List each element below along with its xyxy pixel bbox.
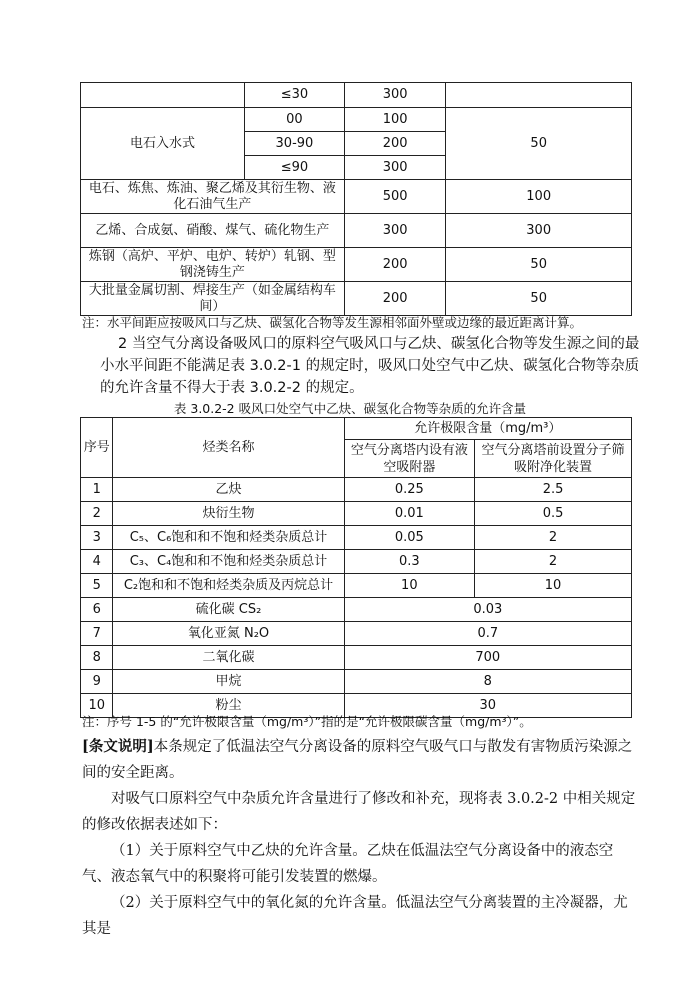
- table-cell: 200: [344, 248, 446, 282]
- impurity-table: [80, 417, 632, 718]
- explanation-label: [条文说明]: [82, 738, 154, 755]
- table-cell: 6: [81, 598, 113, 622]
- table-cell: 0.01: [344, 502, 475, 526]
- table-cell: 7: [81, 622, 113, 646]
- table-cell: 甲烷: [113, 670, 344, 694]
- explanation-paragraph: （2）关于原料空气中的氧化氮的允许含量。低温法空气分离装置的主冷凝器，尤其是: [82, 895, 628, 937]
- header-sub1: 空气分离塔内设有液空吸附器: [344, 440, 475, 478]
- table-cell: 0.7: [344, 622, 631, 646]
- table-cell: 100: [344, 108, 446, 132]
- table-title: 表 3.0.2-2 吸风口处空气中乙炔、碳氢化合物等杂质的允许含量: [173, 401, 527, 416]
- table-cell: 炔衍生物: [113, 502, 344, 526]
- table-cell: 0.5: [475, 502, 632, 526]
- table-note: 注：水平间距应按吸风口与乙炔、碳氢化合物等发生源相邻面外壁或边缘的最近距离计算。: [82, 315, 583, 330]
- header-limit: 允许极限含量（mg/m³）: [344, 418, 631, 440]
- table-note: 注：序号 1-5 的“允许极限含量（mg/m³）”指的是“允许极限碳含量（mg/m³）”。: [82, 714, 532, 729]
- table-cell: 0.05: [344, 526, 475, 550]
- table-cell: 0.03: [344, 598, 631, 622]
- distance-table: [80, 82, 632, 316]
- table-cell: 2.5: [475, 478, 632, 502]
- header-name: 烃类名称: [113, 418, 344, 478]
- explanation-paragraph: 对吸气口原料空气中杂质允许含量进行了修改和补充，现将表 3.0.2-2 中相关规定的修改依据表述如下：: [82, 791, 636, 833]
- table-cell: 10: [475, 574, 632, 598]
- header-sub2: 空气分离塔前设置分子筛吸附净化装置: [475, 440, 632, 478]
- table-cell: 3: [81, 526, 113, 550]
- table-cell: 300: [344, 83, 446, 108]
- table-cell: 300: [446, 214, 632, 248]
- table-cell: 200: [344, 132, 446, 156]
- explanation-paragraph: （1）关于原料空气中乙炔的允许含量。乙炔在低温法空气分离设备中的液态空气、液态氧气中的积聚将可能引发装置的燃爆。: [82, 843, 614, 885]
- table-cell: 9: [81, 670, 113, 694]
- explanation-paragraph: [82, 734, 638, 786]
- table-cell: 1: [81, 478, 113, 502]
- table-cell: 8: [344, 670, 631, 694]
- header-seq: 序号: [81, 418, 113, 478]
- table-cell: 200: [344, 282, 446, 316]
- table-cell: 10: [81, 694, 113, 718]
- table-cell: 10: [344, 574, 475, 598]
- table-cell: C₅、C₆饱和和不饱和烃类杂质总计: [113, 526, 344, 550]
- table-cell: 8: [81, 646, 113, 670]
- table-cell: 二氧化碳: [113, 646, 344, 670]
- table-cell: 0.3: [344, 550, 475, 574]
- table-cell: 5: [81, 574, 113, 598]
- table-cell: 50: [446, 282, 632, 316]
- table-cell: 2: [81, 502, 113, 526]
- table-cell: 300: [344, 156, 446, 180]
- table-cell: 大批量金属切割、焊接生产（如金属结构车间）: [81, 282, 345, 316]
- table-cell: 氧化亚氮 N₂O: [113, 622, 344, 646]
- table-cell: 4: [81, 550, 113, 574]
- table-cell: ≤30: [245, 83, 345, 108]
- table-cell: C₃、C₄饱和和不饱和烃类杂质总计: [113, 550, 344, 574]
- table-cell: 50: [446, 108, 632, 180]
- table-cell: 乙炔: [113, 478, 344, 502]
- table-cell: [81, 83, 245, 108]
- explanation-text: 本条规定了低温法空气分离设备的原料空气吸气口与散发有害物质污染源之间的安全距离。: [82, 739, 633, 781]
- table-cell: 300: [344, 214, 446, 248]
- table-cell: 30-90: [245, 132, 345, 156]
- table-cell: 00: [245, 108, 345, 132]
- explanation-section: [82, 734, 638, 942]
- clause-paragraph: [100, 333, 640, 399]
- table-cell: 500: [344, 180, 446, 214]
- table-cell: 30: [344, 694, 631, 718]
- table-cell: 2: [475, 550, 632, 574]
- table-cell: 乙烯、合成氨、硝酸、煤气、硫化物生产: [81, 214, 345, 248]
- table-cell: [446, 83, 632, 108]
- table-cell: 2: [475, 526, 632, 550]
- table-cell: C₂饱和和不饱和烃类杂质及丙烷总计: [113, 574, 344, 598]
- table-cell: 电石入水式: [81, 108, 245, 180]
- table-cell: ≤90: [245, 156, 345, 180]
- table-cell: 0.25: [344, 478, 475, 502]
- table-cell: 700: [344, 646, 631, 670]
- table-cell: 炼钢（高炉、平炉、电炉、转炉）轧钢、型钢浇铸生产: [81, 248, 345, 282]
- table-cell: 电石、炼焦、炼油、聚乙烯及其衍生物、液化石油气生产: [81, 180, 345, 214]
- table-cell: 100: [446, 180, 632, 214]
- table-cell: 硫化碳 CS₂: [113, 598, 344, 622]
- table-cell: 50: [446, 248, 632, 282]
- table-cell: 粉尘: [113, 694, 344, 718]
- clause-text: 2 当空气分离设备吸风口的原料空气吸风口与乙炔、碳氢化合物等发生源之间的最小水平间距不能满足表 3.0.2-1 的规定时，吸风口处空气中乙炔、碳氢化合物等杂质的允许含量不得大于表 3.0.2-2 的规定。: [100, 336, 640, 396]
